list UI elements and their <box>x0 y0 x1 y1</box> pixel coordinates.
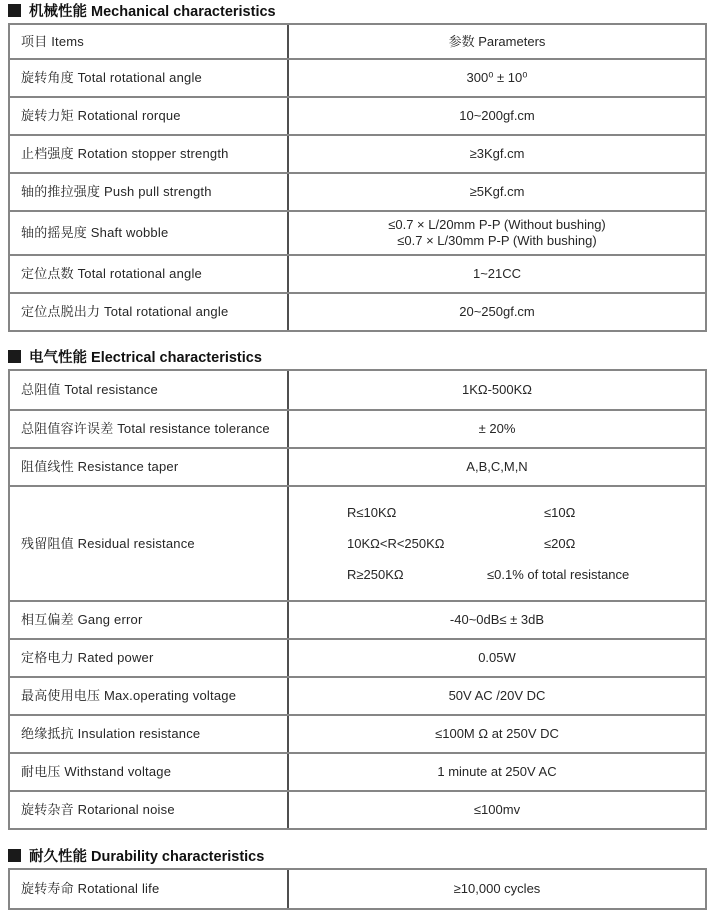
row-value: ≤100M Ω at 250V DC <box>435 726 559 741</box>
square-bullet-icon <box>8 4 21 17</box>
table-row <box>10 752 705 790</box>
table-header-row <box>10 25 705 58</box>
row-value: 1KΩ-500KΩ <box>461 382 533 397</box>
row-label: 阻值线性 Resistance taper <box>10 449 289 485</box>
section-heading-mechanical <box>8 2 707 19</box>
residual-sub-row <box>289 536 705 552</box>
residual-condition: R≥250KΩ <box>347 566 404 582</box>
table-row <box>10 292 705 330</box>
table-row <box>10 790 705 828</box>
row-label: 总阻值容许误差 Total resistance tolerance <box>10 411 289 447</box>
row-label: 最高使用电压 Max.operating voltage <box>10 678 289 714</box>
table-row-residual-resistance <box>10 485 705 600</box>
residual-sub-row <box>289 567 705 583</box>
table-row <box>10 870 705 908</box>
residual-value: ≤0.1% of total resistance <box>487 566 630 582</box>
row-value: A,B,C,M,N <box>466 459 528 474</box>
column-header-items: 项目 Items <box>10 25 289 58</box>
table-row <box>10 600 705 638</box>
row-label: 耐电压 Withstand voltage <box>10 754 289 790</box>
row-value: 50V AC /20V DC <box>448 688 546 703</box>
row-value <box>289 212 705 254</box>
table-row <box>10 134 705 172</box>
row-label: 定格电力 Rated power <box>10 640 289 676</box>
row-value: 0.05W <box>478 650 516 665</box>
section-heading-text: 耐久性能 Durability characteristics <box>29 849 265 865</box>
table-row <box>10 172 705 210</box>
row-value: ≥10,000 cycles <box>453 881 541 896</box>
row-value: ± 20% <box>478 421 516 436</box>
residual-condition: R≤10KΩ <box>347 504 397 520</box>
row-label: 残留阻值 Residual resistance <box>10 487 289 600</box>
table-row <box>10 210 705 254</box>
column-header-parameters: 参数 Parameters <box>448 33 546 49</box>
square-bullet-icon <box>8 849 21 862</box>
row-label: 旋转杂音 Rotarional noise <box>10 792 289 828</box>
table-row <box>10 714 705 752</box>
row-label: 旋转寿命 Rotational life <box>10 870 289 908</box>
row-label: 相互偏差 Gang error <box>10 602 289 638</box>
row-label: 总阻值 Total resistance <box>10 371 289 409</box>
row-label: 止档强度 Rotation stopper strength <box>10 136 289 172</box>
row-label: 定位点脱出力 Total rotational angle <box>10 294 289 330</box>
row-value-line: ≤0.7 × L/30mm P-P (With bushing) <box>397 233 597 248</box>
row-label: 定位点数 Total rotational angle <box>10 256 289 292</box>
durability-table <box>8 868 707 910</box>
table-row <box>10 58 705 96</box>
section-heading-text: 机械性能 Mechanical characteristics <box>29 4 276 20</box>
row-value: 10~200gf.cm <box>459 108 535 123</box>
row-value-line: ≤0.7 × L/20mm P-P (Without bushing) <box>388 217 606 232</box>
row-value: ≥3Kgf.cm <box>469 146 525 161</box>
square-bullet-icon <box>8 350 21 363</box>
row-value: 300⁰ ± 10⁰ <box>466 70 528 85</box>
table-row <box>10 371 705 409</box>
row-label: 轴的推拉强度 Push pull strength <box>10 174 289 210</box>
row-label: 轴的摇晃度 Shaft wobble <box>10 212 289 254</box>
residual-value: ≤20Ω <box>544 535 576 551</box>
row-value: ≥5Kgf.cm <box>469 184 525 199</box>
row-value: 1~21CC <box>472 266 522 281</box>
table-row <box>10 409 705 447</box>
row-value: 20~250gf.cm <box>459 304 535 319</box>
residual-value: ≤10Ω <box>544 504 576 520</box>
row-label: 旋转角度 Total rotational angle <box>10 60 289 96</box>
mechanical-table <box>8 23 707 332</box>
section-heading-text: 电气性能 Electrical characteristics <box>29 350 262 366</box>
table-row <box>10 254 705 292</box>
row-value: -40~0dB≤ ± 3dB <box>449 612 545 627</box>
section-heading-durability <box>8 847 707 864</box>
table-row <box>10 447 705 485</box>
table-row <box>10 638 705 676</box>
row-value <box>289 487 705 600</box>
section-heading-electrical <box>8 348 707 365</box>
residual-condition: 10KΩ<R<250KΩ <box>347 535 445 551</box>
row-value: ≤100mv <box>473 802 521 817</box>
residual-sub-row <box>289 505 705 521</box>
table-row <box>10 676 705 714</box>
table-row <box>10 96 705 134</box>
row-label: 绝缘抵抗 Insulation resistance <box>10 716 289 752</box>
electrical-table <box>8 369 707 830</box>
row-value: 1 minute at 250V AC <box>437 764 557 779</box>
row-label: 旋转力矩 Rotational rorque <box>10 98 289 134</box>
